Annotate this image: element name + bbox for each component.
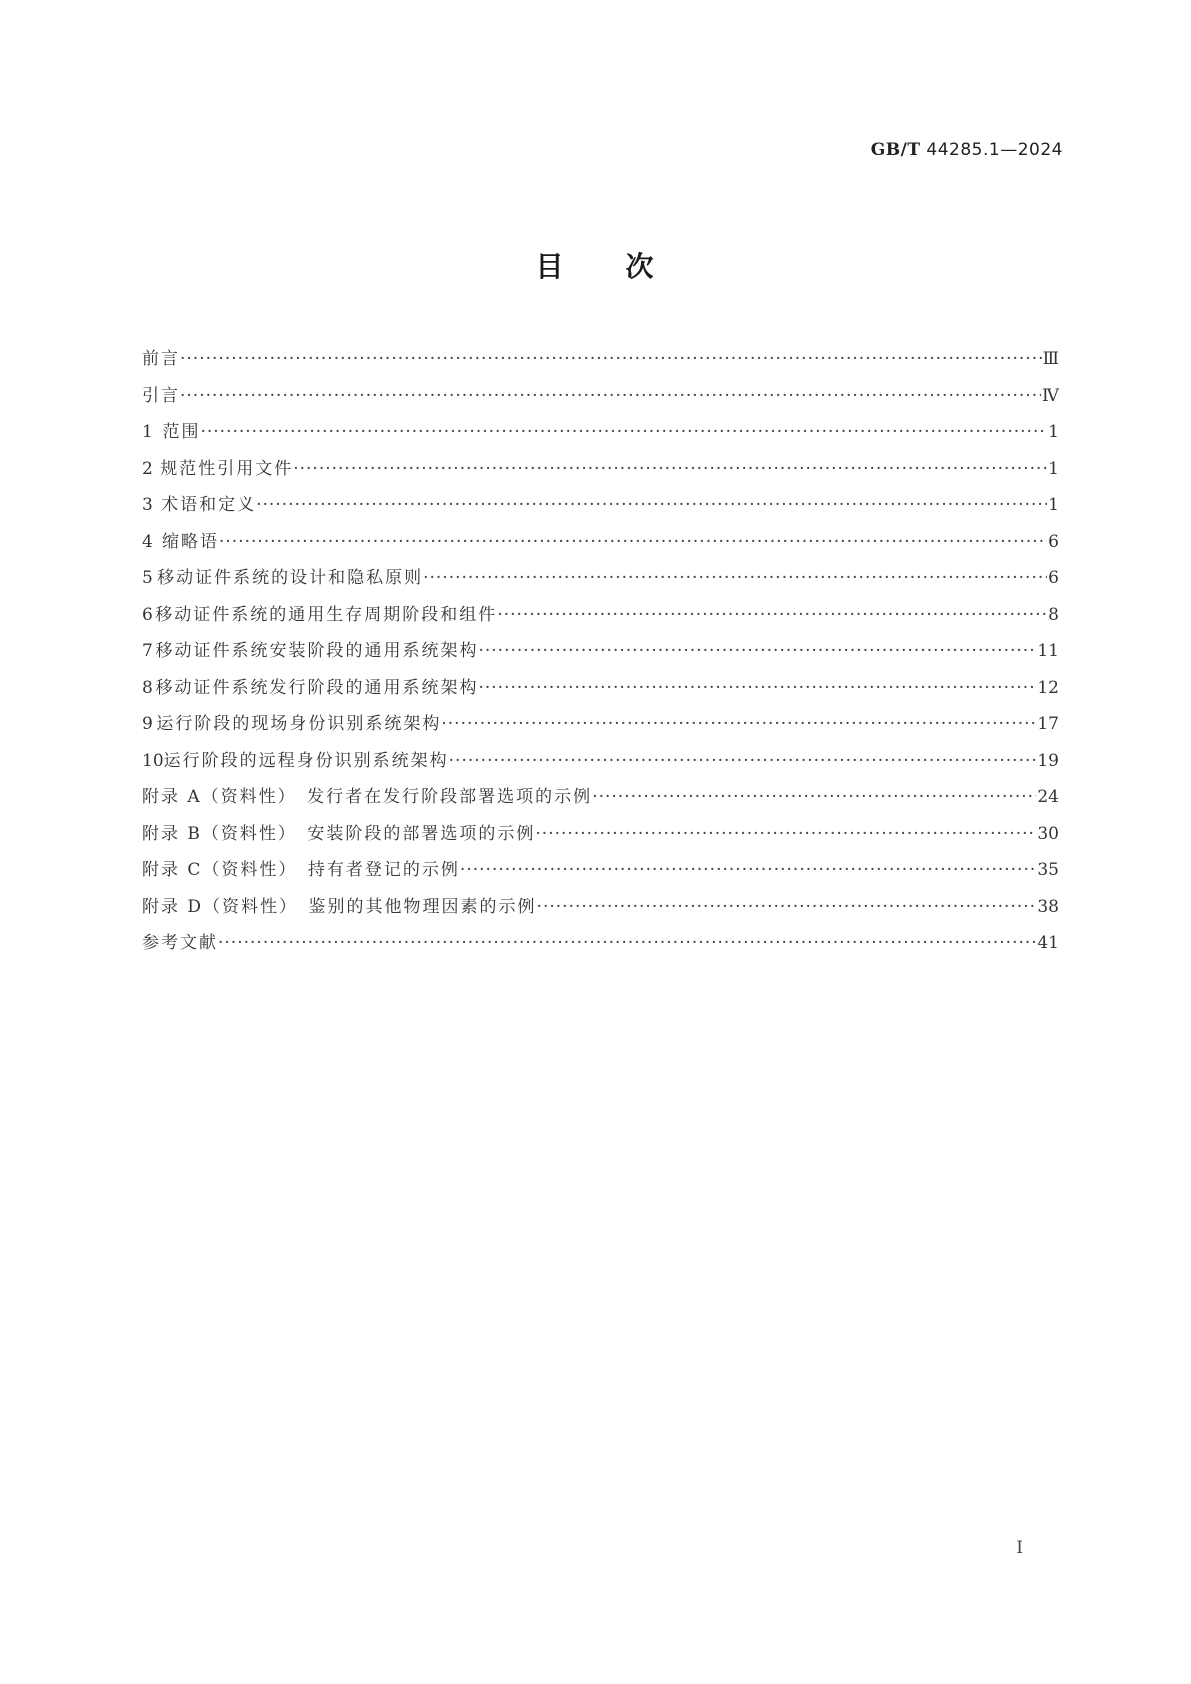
standard-number: 44285.1—2024 bbox=[926, 140, 1063, 160]
toc-dot-leader bbox=[423, 560, 1047, 597]
toc-entry-label: 附录 A（资料性） 发行者在发行阶段部署选项的示例 bbox=[142, 787, 593, 807]
toc-dot-leader bbox=[180, 378, 1041, 415]
toc-dot-leader bbox=[180, 341, 1042, 378]
toc-entry-label: 规范性引用文件 bbox=[160, 458, 294, 479]
toc-entry-page: 6 bbox=[1048, 568, 1059, 588]
toc-entry-bibliography[interactable] bbox=[142, 925, 1059, 962]
toc-entry-page: 6 bbox=[1048, 531, 1059, 552]
toc-title: 目 次 bbox=[535, 250, 656, 283]
toc-entry-6[interactable] bbox=[142, 597, 1059, 634]
toc-dot-leader bbox=[535, 816, 1036, 853]
toc-entry-7[interactable] bbox=[142, 633, 1059, 670]
toc-entry-page: 41 bbox=[1037, 933, 1059, 953]
toc-entry-number: 5 bbox=[142, 568, 153, 588]
toc-entry-number: 1 bbox=[142, 422, 153, 442]
toc-entry-number: 8 bbox=[142, 677, 153, 698]
toc-entry-8[interactable] bbox=[142, 670, 1059, 707]
toc-dot-leader bbox=[218, 925, 1036, 962]
toc-dot-leader bbox=[293, 451, 1047, 488]
toc-entry-page: 35 bbox=[1037, 860, 1059, 880]
toc-entry-annex-c[interactable] bbox=[142, 852, 1059, 889]
toc-entry-page: 38 bbox=[1037, 896, 1059, 917]
toc-entry-annex-d[interactable] bbox=[142, 889, 1059, 926]
toc-entry-label: 运行阶段的远程身份识别系统架构 bbox=[163, 750, 449, 771]
toc-entry-page: 17 bbox=[1037, 714, 1059, 734]
toc-entry-label: 运行阶段的现场身份识别系统架构 bbox=[156, 714, 442, 734]
toc-dot-leader bbox=[441, 706, 1036, 743]
toc-entry-page: Ⅳ bbox=[1042, 385, 1059, 406]
toc-entry-10[interactable] bbox=[142, 743, 1059, 780]
toc-dot-leader bbox=[478, 633, 1036, 670]
toc-dot-leader bbox=[460, 852, 1036, 889]
toc-dot-leader bbox=[449, 743, 1037, 780]
toc-entry-annex-a[interactable] bbox=[142, 779, 1059, 816]
toc-entry-number: 10 bbox=[142, 750, 164, 771]
toc-entry-label: 附录 B（资料性） 安装阶段的部署选项的示例 bbox=[142, 823, 536, 844]
toc-dot-leader bbox=[219, 524, 1047, 561]
toc-entry-page: 11 bbox=[1037, 641, 1059, 661]
toc-dot-leader bbox=[256, 487, 1047, 524]
toc-entry-page: 1 bbox=[1048, 422, 1059, 442]
toc-entry-5[interactable] bbox=[142, 560, 1059, 597]
toc-entry-label: 前言 bbox=[142, 349, 180, 369]
toc-entry-number: 7 bbox=[142, 641, 153, 661]
toc-entry-page: 24 bbox=[1037, 787, 1059, 807]
toc-entry-page: 8 bbox=[1048, 604, 1059, 625]
toc-entry-number: 9 bbox=[142, 714, 153, 734]
toc-entry-label: 引言 bbox=[142, 385, 180, 406]
toc-entry-label: 移动证件系统的设计和隐私原则 bbox=[157, 568, 424, 588]
toc-entry-page: 12 bbox=[1037, 677, 1059, 698]
table-of-contents bbox=[142, 341, 1059, 962]
toc-dot-leader bbox=[497, 597, 1047, 634]
toc-entry-1[interactable] bbox=[142, 414, 1059, 451]
toc-entry-label: 缩略语 bbox=[162, 531, 219, 552]
toc-entry-2[interactable] bbox=[142, 451, 1059, 488]
toc-entry-foreword[interactable] bbox=[142, 341, 1059, 378]
toc-entry-label: 移动证件系统的通用生存周期阶段和组件 bbox=[155, 604, 498, 625]
toc-entry-number: 4 bbox=[142, 531, 153, 552]
standard-code bbox=[871, 140, 1063, 160]
toc-entry-introduction[interactable] bbox=[142, 378, 1059, 415]
toc-entry-label: 范围 bbox=[162, 422, 201, 442]
toc-dot-leader bbox=[478, 670, 1036, 707]
toc-entry-label: 移动证件系统发行阶段的通用系统架构 bbox=[155, 677, 479, 698]
toc-entry-3[interactable] bbox=[142, 487, 1059, 524]
toc-entry-number: 6 bbox=[142, 604, 153, 625]
toc-entry-page: Ⅲ bbox=[1042, 349, 1059, 369]
toc-dot-leader bbox=[592, 779, 1036, 816]
toc-entry-4[interactable] bbox=[142, 524, 1059, 561]
toc-entry-page: 30 bbox=[1037, 823, 1059, 844]
toc-dot-leader bbox=[537, 889, 1037, 926]
toc-entry-label: 移动证件系统安装阶段的通用系统架构 bbox=[155, 641, 479, 661]
page-number: I bbox=[1016, 1538, 1023, 1558]
toc-entry-page: 1 bbox=[1048, 495, 1059, 515]
standard-prefix: GB/T bbox=[870, 140, 921, 160]
toc-entry-number: 2 bbox=[142, 458, 153, 479]
toc-entry-page: 19 bbox=[1037, 750, 1059, 771]
toc-entry-number: 3 bbox=[142, 495, 153, 515]
toc-entry-annex-b[interactable] bbox=[142, 816, 1059, 853]
toc-entry-label: 术语和定义 bbox=[161, 495, 257, 515]
toc-entry-9[interactable] bbox=[142, 706, 1059, 743]
toc-entry-label: 附录 D（资料性） 鉴别的其他物理因素的示例 bbox=[142, 896, 537, 917]
toc-entry-label: 附录 C（资料性） 持有者登记的示例 bbox=[142, 860, 460, 880]
toc-dot-leader bbox=[200, 414, 1047, 451]
toc-entry-label: 参考文献 bbox=[142, 933, 218, 953]
toc-entry-page: 1 bbox=[1048, 458, 1059, 479]
